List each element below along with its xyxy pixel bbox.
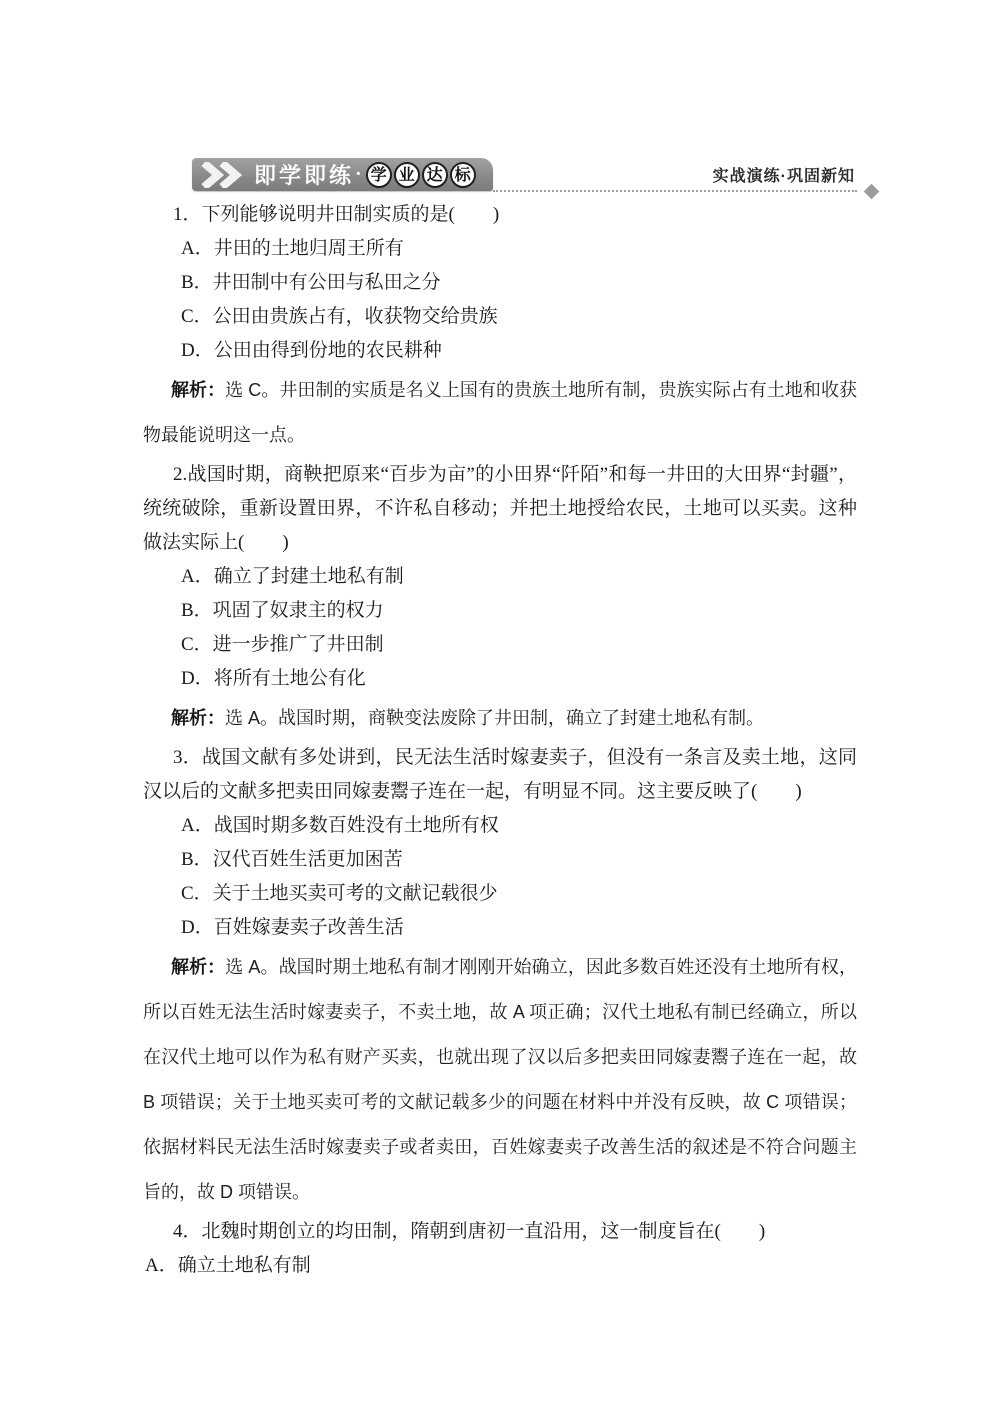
analysis-paragraph	[143, 945, 857, 1215]
question-block-1	[143, 198, 857, 458]
question-stem: 1．下列能够说明井田制实质的是( )	[173, 204, 500, 225]
analysis-text: 选 A。战国时期，商鞅变法废除了井田制，确立了封建土地私有制。	[225, 708, 765, 728]
double-chevron-icon	[199, 162, 245, 188]
option-d: D．百姓嫁妻卖子改善生活	[181, 917, 404, 938]
option-b: B．巩固了奴隶主的权力	[181, 600, 384, 621]
question-list	[143, 191, 857, 1283]
option-a: A．确立了封建土地私有制	[181, 566, 404, 587]
option-b: B．井田制中有公田与私田之分	[181, 272, 441, 293]
page	[143, 0, 857, 1283]
option-c: C．公田由贵族占有，收获物交给贵族	[181, 306, 498, 327]
question-stem: 4．北魏时期创立的均田制，隋朝到唐初一直沿用，这一制度旨在( )	[173, 1221, 766, 1242]
option-d: D．将所有土地公有化	[181, 668, 366, 689]
section-header	[143, 158, 857, 191]
section-banner	[192, 158, 493, 191]
question-block-3	[143, 741, 857, 1215]
diamond-icon	[864, 184, 880, 200]
option-a: A．井田的土地归周王所有	[181, 238, 404, 259]
analysis-label: 解析：	[171, 957, 226, 977]
badge-char-2: 业	[394, 162, 420, 188]
analysis-label: 解析：	[171, 380, 226, 400]
analysis-paragraph	[143, 368, 857, 458]
analysis-paragraph	[143, 696, 857, 741]
option-d: D．公田由得到份地的农民耕种	[181, 340, 442, 361]
banner-separator: ·	[355, 163, 362, 185]
question-stem: 2.战国时期，商鞅把原来“百步为亩”的小田界“阡陌”和每一井田的大田界“封疆”，统统破除，重新设置田界，不许私自移动；并把土地授给农民，土地可以买卖。这种做法实际上( )	[143, 464, 857, 553]
option-c: C．进一步推广了井田制	[181, 634, 384, 655]
badge-char-3: 达	[422, 162, 448, 188]
option-a: A．战国时期多数百姓没有土地所有权	[181, 815, 499, 836]
option-c: C．关于土地买卖可考的文献记载很少	[181, 883, 498, 904]
option-b: B．汉代百姓生活更加困苦	[181, 849, 403, 870]
header-right-label: 实战演练·巩固新知	[712, 168, 855, 185]
analysis-text: 选 C。井田制的实质是名义上国有的贵族土地所有制，贵族实际占有土地和收获物最能说明这一点。	[143, 380, 858, 445]
question-block-2	[143, 458, 857, 741]
banner-title: 即学即练	[254, 163, 355, 188]
dotted-rule	[493, 190, 857, 192]
badge-char-4: 标	[450, 162, 476, 188]
analysis-text: 选 A。战国时期土地私有制才刚刚开始确立，因此多数百姓还没有土地所有权，所以百姓无法生活时嫁妻卖子，不卖土地，故 A 项正确；汉代土地私有制已经确立，所以在汉代土地可以作为私有财产买卖，也就出现了汉以后多把卖田同嫁妻鬻子连在一起，故 B 项错误；关于土地买卖可考的文献记载多少的问题在材料中并没有反映，故 C 项错误；依据材料民无法生活时嫁妻卖子或者卖田，百姓嫁妻卖子改善生活的叙述是不符合问题主旨的，故 D 项错误。	[143, 957, 858, 1202]
analysis-label: 解析：	[171, 708, 225, 728]
option-a: A．确立土地私有制	[145, 1255, 311, 1276]
badge-char-1: 学	[366, 162, 392, 188]
banner-badges	[365, 162, 477, 188]
question-block-4	[143, 1215, 857, 1283]
question-stem: 3．战国文献有多处讲到，民无法生活时嫁妻卖子，但没有一条言及卖土地，这同汉以后的文献多把卖田同嫁妻鬻子连在一起，有明显不同。这主要反映了( )	[143, 747, 857, 802]
